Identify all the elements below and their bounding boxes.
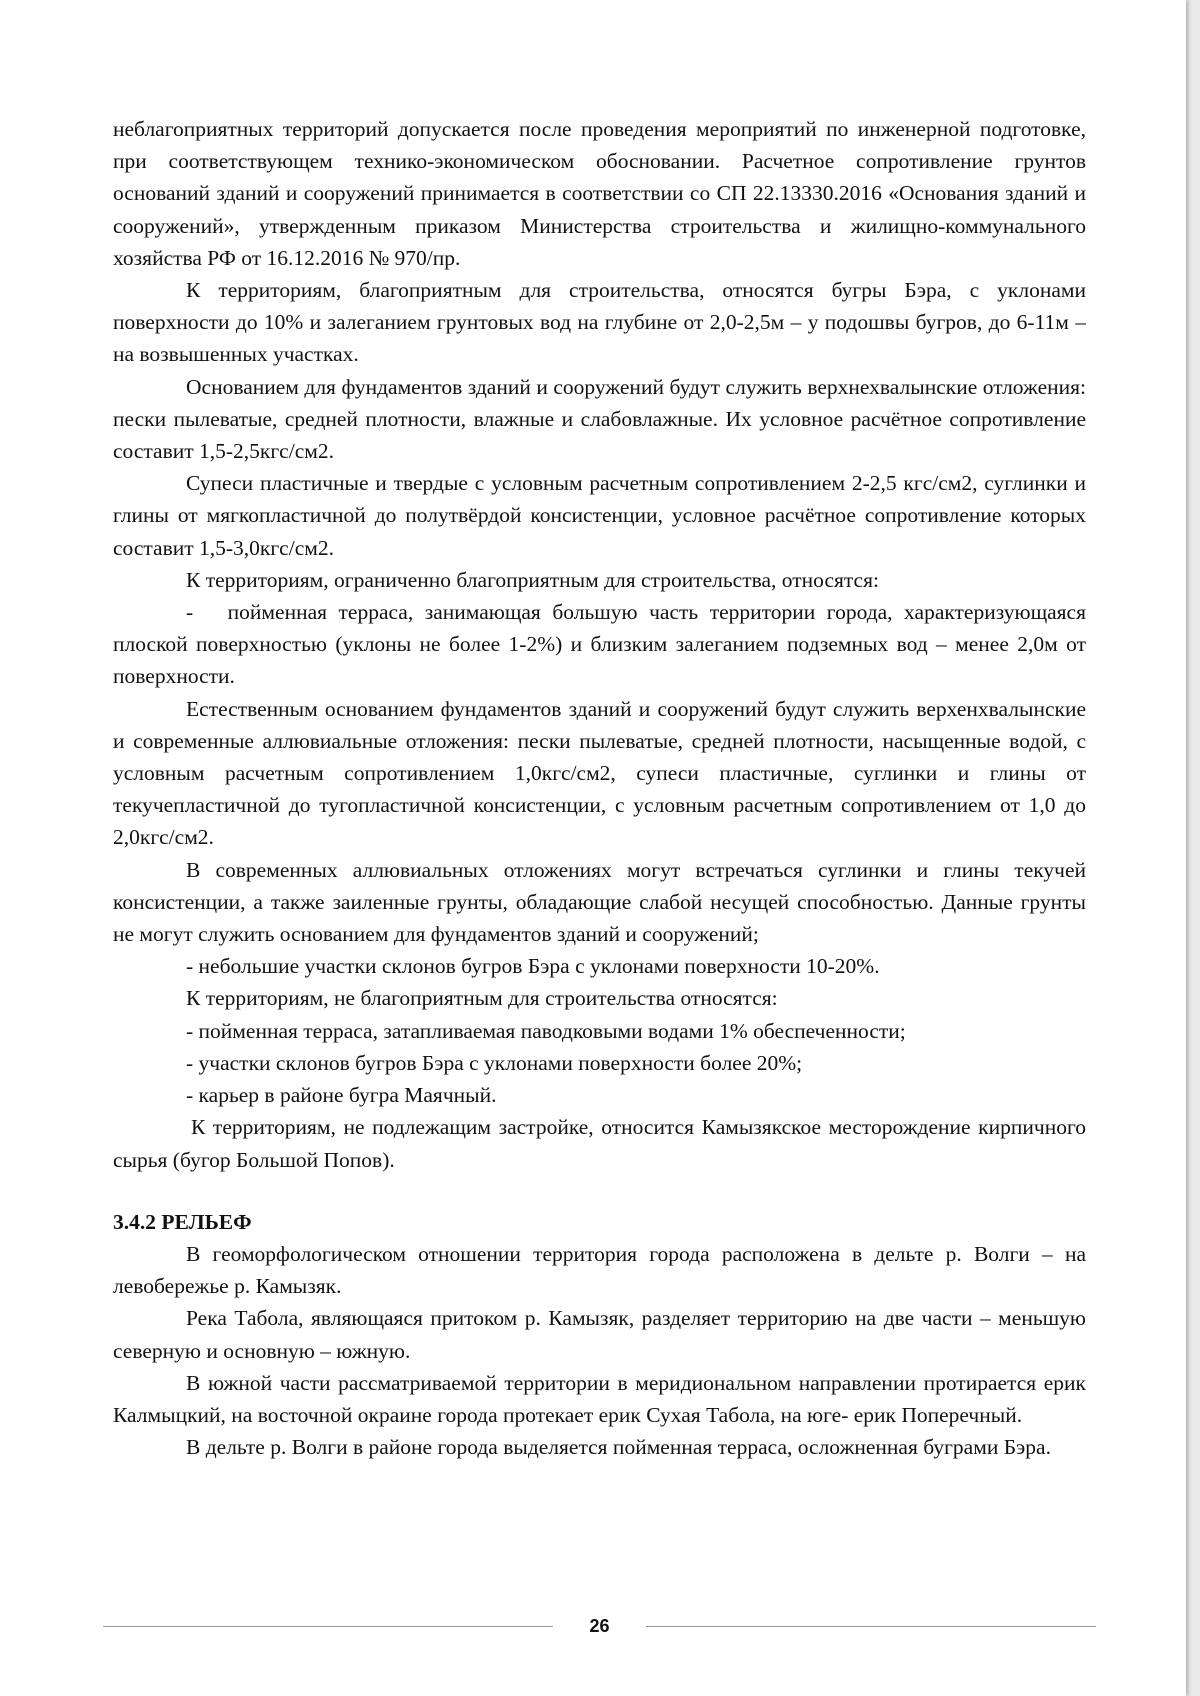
paragraph: К территориям, не благоприятным для строительства относятся: [186, 986, 778, 1011]
paragraph: неблагоприятных территорий допускается после проведения мероприятий по инженерной подготовке, при соответствующем технико-экономическом обосновании. Расчетное сопротивление грунтов оснований зданий и сооружений принимается в соответствии со СП 22.13330.2016 «Основания зданий и сооружений», утвержденным приказом Министерства строительства и жилищно-коммунального хозяйства РФ от 16.12.2016 № 970/пр. [113, 117, 1086, 270]
section-heading: 3.4.2 РЕЛЬЕФ [113, 1209, 252, 1234]
page-footer [103, 1611, 1096, 1641]
paragraph: В современных аллювиальных отложениях могут встречаться суглинки и глины текучей консистенции, а также заиленные грунты, обладающие слабой несущей способностью. Данные грунты не могут служить основанием для фундаментов зданий и сооружений; [113, 857, 1086, 947]
paragraph: Основанием для фундаментов зданий и сооружений будут служить верхнехвалынские отложения: пески пылеватые, средней плотности, влажные и слабовлажные. Их условное расчётное сопротивление составит 1,5-2,5кгс/см2. [113, 374, 1086, 464]
list-item: - пойменная терраса, затапливаемая паводковыми водами 1% обеспеченности; [186, 1018, 906, 1043]
paragraph: К территориям, не подлежащим застройке, относится Камызякское месторождение кирпичного сырья (бугор Большой Попов). [113, 1115, 1086, 1172]
paragraph: К территориям, ограниченно благоприятным для строительства, относятся: [186, 567, 879, 592]
paragraph: Естественным основанием фундаментов зданий и сооружений будут служить верхенхвалынские и современные аллювиальные отложения: пески пылеватые, средней плотности, насыщенные водой, с условным расчетным сопротивлением 1,0кгс/см2, супеси пластичные, суглинки и глины от текучепластичной до тугопластичной консистенции, с условным расчетным сопротивлением от 1,0 до 2,0кгс/см2. [113, 696, 1086, 850]
page-number: 26 [589, 1616, 610, 1636]
list-item: - небольшие участки склонов бугров Бэра с уклонами поверхности 10-20%. [186, 954, 880, 979]
paragraph: Река Табола, являющаяся притоком р. Камызяк, разделяет территорию на две части – меньшую северную и основную – южную. [113, 1306, 1086, 1363]
paragraph: В дельте р. Волги в районе города выделяется пойменная терраса, осложненная буграми Бэра. [186, 1435, 1051, 1460]
paragraph: В южной части рассматриваемой территории в меридиональном направлении протирается ерик Калмыцкий, на восточной окраине города протекает ерик Сухая Табола, на юге- ерик Поперечный. [113, 1370, 1086, 1427]
list-item: - пойменная терраса, занимающая большую часть территории города, характеризующаяся плоской поверхностью (уклоны не более 1-2%) и близким залеганием подземных вод – менее 2,0м от поверхности. [113, 600, 1092, 689]
list-item: - карьер в районе бугра Маячный. [186, 1083, 497, 1108]
paragraph: К территориям, благоприятным для строительства, относятся бугры Бэра, с уклонами поверхности до 10% и залеганием грунтовых вод на глубине от 2,0-2,5м – у подошвы бугров, до 6-11м – на возвышенных участках. [113, 278, 1086, 367]
page-body [113, 113, 1092, 1463]
paragraph: Супеси пластичные и твердые с условным расчетным сопротивлением 2-2,5 кгс/см2, суглинки и глины от мягкопластичной до полутвёрдой консистенции, условное расчётное сопротивление которых составит 1,5-3,0кгс/см2. [113, 471, 1086, 560]
footer-divider-right [646, 1626, 1096, 1627]
paragraph: В геоморфологическом отношении территория города расположена в дельте р. Волги – на левобережье р. Камызяк. [113, 1241, 1086, 1299]
list-item: - участки склонов бугров Бэра с уклонами поверхности более 20%; [186, 1050, 803, 1075]
